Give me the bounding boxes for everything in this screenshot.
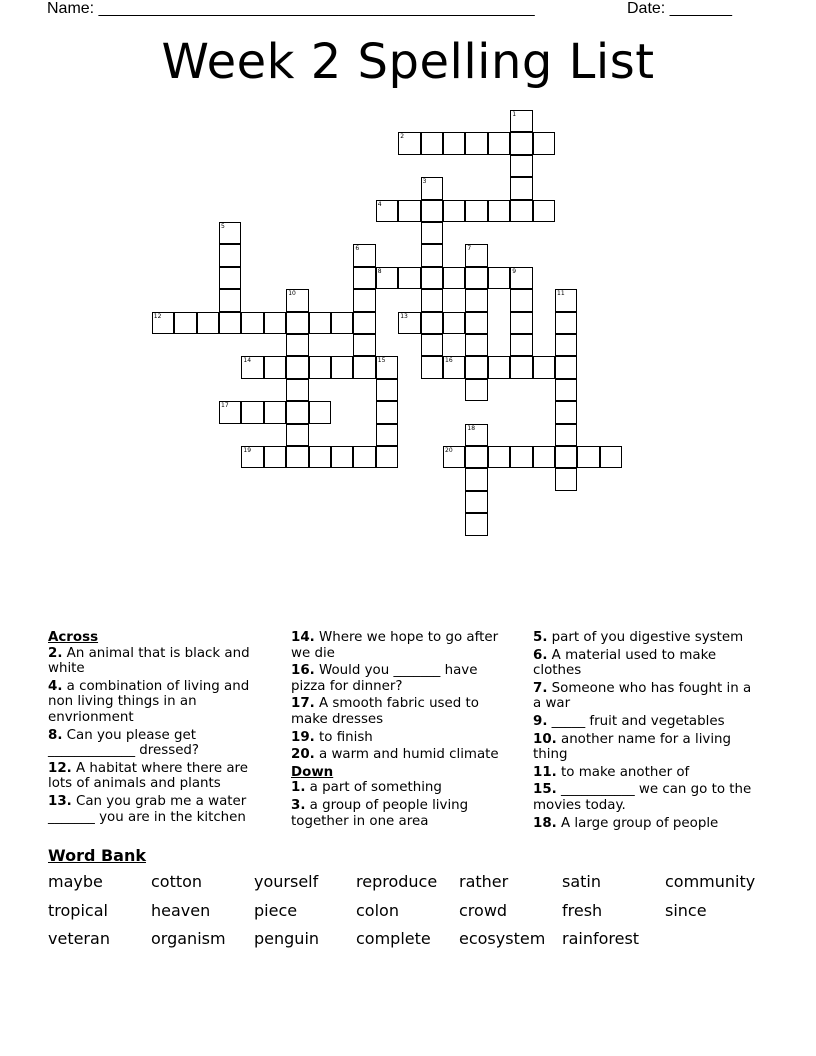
- crossword-cell[interactable]: [421, 267, 443, 289]
- crossword-cell[interactable]: [241, 312, 263, 334]
- crossword-cell[interactable]: [510, 200, 532, 222]
- clue-number: 14: [243, 357, 252, 365]
- clue-number: 9: [512, 267, 517, 275]
- word-bank-word: complete: [356, 929, 431, 948]
- clue-number: 20.: [291, 747, 315, 763]
- clue: [48, 794, 273, 825]
- crossword-cell[interactable]: [353, 334, 375, 356]
- crossword-cell[interactable]: [286, 312, 308, 334]
- clue-number: 7.: [533, 680, 548, 696]
- clue-number: 2.: [48, 645, 63, 661]
- clue-number: 7: [467, 245, 472, 253]
- word-bank-word: crowd: [459, 901, 508, 920]
- clue-number: 3: [422, 178, 427, 186]
- crossword-cell[interactable]: [488, 132, 510, 154]
- crossword-cell[interactable]: [465, 379, 487, 401]
- crossword-cell[interactable]: [555, 312, 577, 334]
- clue-text: a part of something: [305, 780, 442, 796]
- word-bank-word: rainforest: [562, 929, 640, 948]
- crossword-cell[interactable]: [286, 446, 308, 468]
- crossword-cell[interactable]: [510, 110, 532, 132]
- crossword-cell[interactable]: [555, 334, 577, 356]
- clue: [533, 782, 758, 813]
- clue: [291, 663, 516, 694]
- word-bank-word: veteran: [48, 929, 110, 948]
- page-title: Week 2 Spelling List: [161, 34, 655, 90]
- word-bank-word: fresh: [562, 901, 603, 920]
- crossword-cell[interactable]: [286, 334, 308, 356]
- word-bank-word: piece: [254, 901, 298, 920]
- word-bank-word: cotton: [151, 872, 203, 891]
- crossword-cell[interactable]: [510, 155, 532, 177]
- crossword-cell[interactable]: [465, 513, 487, 535]
- crossword-cell[interactable]: [353, 289, 375, 311]
- crossword-cell[interactable]: [286, 401, 308, 423]
- crossword-cell[interactable]: [286, 356, 308, 378]
- crossword-cell[interactable]: [331, 312, 353, 334]
- crossword-cell[interactable]: [421, 132, 443, 154]
- crossword-cell[interactable]: [398, 132, 420, 154]
- crossword-cell[interactable]: [219, 289, 241, 311]
- crossword-cell[interactable]: [264, 356, 286, 378]
- clue-number: 12: [153, 312, 162, 320]
- crossword-cell[interactable]: [353, 244, 375, 266]
- crossword-cell[interactable]: [510, 177, 532, 199]
- crossword-cell[interactable]: [465, 132, 487, 154]
- clue-text: A material used to make clothes: [533, 647, 717, 679]
- crossword-cell[interactable]: [510, 132, 532, 154]
- crossword-cell[interactable]: [555, 446, 577, 468]
- clue-number: 18: [467, 424, 476, 432]
- clue-text: ___________ we can go to the movies today.: [533, 782, 752, 813]
- name-field-label: Name: _________________________________________________: [47, 0, 535, 17]
- crossword-cell[interactable]: [421, 200, 443, 222]
- crossword-cell[interactable]: [309, 446, 331, 468]
- crossword-cell[interactable]: [443, 200, 465, 222]
- clue: [533, 765, 758, 781]
- crossword-cell[interactable]: [174, 312, 196, 334]
- clue-number: 16: [445, 357, 453, 365]
- clue-number: 14.: [291, 630, 315, 645]
- crossword-cell[interactable]: [376, 379, 398, 401]
- crossword-cell[interactable]: [555, 356, 577, 378]
- word-bank-word: since: [665, 901, 707, 920]
- crossword-cell[interactable]: [353, 267, 375, 289]
- crossword-cell[interactable]: [465, 312, 487, 334]
- clue-text: A large group of people: [556, 815, 719, 831]
- word-bank-word: colon: [356, 901, 399, 920]
- crossword-cell[interactable]: [398, 267, 420, 289]
- crossword-cell[interactable]: [219, 312, 241, 334]
- crossword-cell[interactable]: [241, 401, 263, 423]
- clue-text: Someone who has fought in a a war: [533, 680, 752, 712]
- crossword-cell[interactable]: [376, 267, 398, 289]
- crossword-cell[interactable]: [264, 446, 286, 468]
- crossword-cell[interactable]: [309, 312, 331, 334]
- crossword-cell[interactable]: [421, 312, 443, 334]
- clue-number: 17: [221, 402, 229, 410]
- clue: [291, 747, 516, 763]
- clue-column-1: [48, 630, 273, 827]
- clue-number: 5.: [533, 630, 548, 645]
- crossword-cell[interactable]: [555, 468, 577, 490]
- crossword-cell[interactable]: [600, 446, 622, 468]
- crossword-cell[interactable]: [219, 267, 241, 289]
- clue: [48, 679, 273, 726]
- word-bank-word: penguin: [254, 929, 320, 948]
- crossword-cell[interactable]: [488, 267, 510, 289]
- clue-text: Can you grab me a water _______ you are in the kitchen: [48, 793, 247, 825]
- word-bank-word: heaven: [151, 901, 211, 920]
- crossword-cell[interactable]: [421, 222, 443, 244]
- crossword-cell[interactable]: [510, 267, 532, 289]
- crossword-cell[interactable]: [398, 200, 420, 222]
- clue-text: a warm and humid climate: [314, 747, 499, 763]
- clue-number: 10: [288, 290, 296, 298]
- across-heading: Across: [48, 630, 99, 645]
- crossword-cell[interactable]: [264, 401, 286, 423]
- clue-number: 13.: [48, 793, 72, 809]
- clue-number: 4: [377, 200, 382, 208]
- crossword-cell[interactable]: [443, 356, 465, 378]
- crossword-cell[interactable]: [488, 446, 510, 468]
- crossword-cell[interactable]: [309, 356, 331, 378]
- crossword-cell[interactable]: [533, 200, 555, 222]
- clue: [291, 696, 516, 727]
- clue: [291, 780, 516, 796]
- clue: [533, 816, 758, 832]
- crossword-cell[interactable]: [376, 356, 398, 378]
- clue-number: 15.: [533, 782, 557, 798]
- crossword-cell[interactable]: [465, 356, 487, 378]
- clue-text: to finish: [314, 729, 373, 745]
- crossword-cell[interactable]: [264, 312, 286, 334]
- crossword-cell[interactable]: [421, 356, 443, 378]
- crossword-cell[interactable]: [465, 491, 487, 513]
- crossword-cell[interactable]: [309, 401, 331, 423]
- crossword-cell[interactable]: [152, 312, 174, 334]
- clue-number: 13: [400, 312, 408, 320]
- clue-text: a group of people living together in one area: [291, 797, 469, 829]
- crossword-cell[interactable]: [510, 446, 532, 468]
- word-bank-word: rather: [459, 872, 509, 891]
- crossword-cell[interactable]: [465, 244, 487, 266]
- clue-text: _____ fruit and vegetables: [547, 713, 725, 729]
- crossword-cell[interactable]: [286, 289, 308, 311]
- clue-number: 1: [512, 111, 517, 118]
- crossword-cell[interactable]: [555, 401, 577, 423]
- crossword-cell[interactable]: [353, 312, 375, 334]
- crossword-cell[interactable]: [465, 468, 487, 490]
- clue-text: part of you digestive system: [547, 630, 744, 645]
- crossword-cell[interactable]: [241, 446, 263, 468]
- crossword-cell[interactable]: [555, 424, 577, 446]
- crossword-cell[interactable]: [465, 424, 487, 446]
- word-bank-title: Word Bank: [48, 846, 147, 865]
- clue-number: 17.: [291, 696, 315, 712]
- crossword-cell[interactable]: [353, 446, 375, 468]
- down-heading: Down: [291, 764, 334, 780]
- crossword-cell[interactable]: [286, 379, 308, 401]
- crossword-cell[interactable]: [353, 356, 375, 378]
- clue: [533, 630, 758, 646]
- crossword-cell[interactable]: [219, 401, 241, 423]
- word-bank-word: ecosystem: [459, 929, 546, 948]
- crossword-cell[interactable]: [465, 446, 487, 468]
- clue-text: A habitat where there are lots of animals and plants: [48, 760, 249, 792]
- clue-number: 1.: [291, 780, 306, 796]
- clue-text: to make another of: [556, 764, 690, 780]
- crossword-cell[interactable]: [398, 312, 420, 334]
- clue: [48, 728, 273, 759]
- clue-number: 20: [445, 447, 453, 454]
- crossword-cell[interactable]: [465, 267, 487, 289]
- clue-number: 18.: [533, 815, 557, 831]
- word-bank-word: reproduce: [356, 872, 438, 891]
- crossword-cell[interactable]: [219, 222, 241, 244]
- crossword-cell[interactable]: [533, 132, 555, 154]
- crossword-cell[interactable]: [331, 356, 353, 378]
- word-bank-word: organism: [151, 929, 226, 948]
- crossword-cell[interactable]: [376, 446, 398, 468]
- crossword-cell[interactable]: [488, 200, 510, 222]
- clue: [48, 646, 273, 677]
- crossword-cell[interactable]: [465, 289, 487, 311]
- crossword-cell[interactable]: [421, 289, 443, 311]
- word-bank-word: yourself: [254, 872, 319, 891]
- crossword-cell[interactable]: [376, 200, 398, 222]
- clue-column-2: [291, 630, 516, 831]
- word-bank-word: satin: [562, 872, 601, 891]
- clue-text: another name for a living thing: [533, 731, 732, 763]
- clue-text: An animal that is black and white: [48, 645, 250, 677]
- crossword-cell[interactable]: [443, 446, 465, 468]
- crossword-cell[interactable]: [421, 177, 443, 199]
- clue-number: 16.: [291, 663, 315, 679]
- clue-number: 11: [557, 290, 565, 298]
- crossword-cell[interactable]: [443, 267, 465, 289]
- word-bank-word: tropical: [48, 901, 108, 920]
- clue-number: 6: [355, 245, 360, 253]
- clue-number: 19: [243, 447, 252, 454]
- clue-text: Where we hope to go after we die: [291, 630, 499, 661]
- clue-number: 10.: [533, 731, 557, 747]
- crossword-cell[interactable]: [421, 334, 443, 356]
- crossword-cell[interactable]: [421, 244, 443, 266]
- word-bank-word: maybe: [48, 872, 103, 891]
- clue-number: 8: [377, 267, 382, 275]
- crossword-cell[interactable]: [465, 334, 487, 356]
- date-field-label: Date: _______: [627, 0, 732, 17]
- clue-number: 2: [400, 133, 405, 141]
- clue-text: Would you _______ have pizza for dinner?: [291, 663, 478, 694]
- clue: [533, 714, 758, 730]
- clue-number: 15: [377, 357, 386, 365]
- clue-number: 5: [221, 223, 225, 230]
- word-bank-word: community: [665, 872, 756, 891]
- clue-number: 4.: [48, 678, 63, 694]
- clue-number: 12.: [48, 760, 72, 776]
- clue: [291, 630, 516, 661]
- crossword-cell[interactable]: [510, 334, 532, 356]
- crossword-cell[interactable]: [376, 401, 398, 423]
- crossword-cell[interactable]: [197, 312, 219, 334]
- crossword-cell[interactable]: [510, 356, 532, 378]
- crossword-cell[interactable]: [555, 289, 577, 311]
- clue-number: 6.: [533, 647, 548, 663]
- crossword-cell[interactable]: [443, 312, 465, 334]
- crossword-cell[interactable]: [465, 200, 487, 222]
- clue: [533, 648, 758, 679]
- clue: [533, 681, 758, 712]
- crossword-cell[interactable]: [533, 446, 555, 468]
- clue: [291, 798, 516, 829]
- crossword-cell[interactable]: [286, 424, 308, 446]
- clue-number: 3.: [291, 797, 306, 813]
- crossword-cell[interactable]: [510, 312, 532, 334]
- clue-number: 8.: [48, 727, 63, 743]
- crossword-cell[interactable]: [577, 446, 599, 468]
- crossword-cell[interactable]: [331, 446, 353, 468]
- crossword-cell[interactable]: [555, 379, 577, 401]
- clue-number: 11.: [533, 764, 557, 780]
- clue-number: 9.: [533, 713, 548, 729]
- clue-number: 19.: [291, 729, 315, 745]
- clue-text: Can you please get _____________ dressed?: [48, 727, 200, 759]
- crossword-cell[interactable]: [510, 289, 532, 311]
- clue: [533, 732, 758, 763]
- crossword-cell[interactable]: [533, 356, 555, 378]
- crossword-cell[interactable]: [241, 356, 263, 378]
- clue-text: A smooth fabric used to make dresses: [291, 696, 479, 727]
- clue-text: a combination of living and non living things in an envrionment: [48, 678, 250, 725]
- crossword-cell[interactable]: [443, 132, 465, 154]
- clue: [291, 730, 516, 746]
- crossword-cell[interactable]: [488, 356, 510, 378]
- crossword-cell[interactable]: [219, 244, 241, 266]
- clue-column-3: [533, 630, 758, 833]
- crossword-cell[interactable]: [376, 424, 398, 446]
- clue: [48, 761, 273, 792]
